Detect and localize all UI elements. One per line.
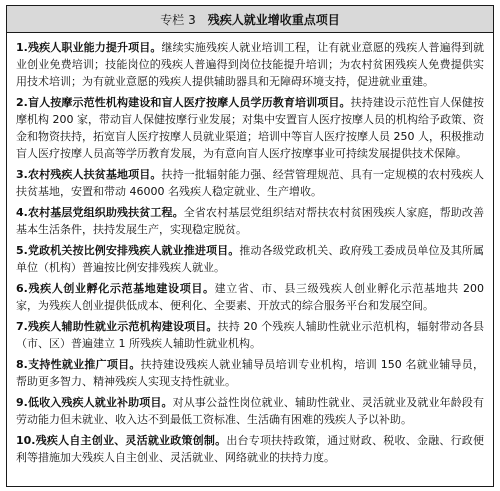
- item-number: 2.: [16, 96, 28, 109]
- item-text: 扶持 20 个残疾人辅助性就业示范机构，辐射带动各县（市、区）普遍建立 1 所残疾人辅助性就业机构。: [16, 320, 484, 350]
- item-number: 6.: [16, 282, 28, 295]
- item-number: 8.: [16, 358, 28, 371]
- item-text: 继续实施残疾人就业培训工程，让有就业意愿的残疾人普遍得到就业创业免费培训；技能岗位的残疾人普遍得到岗位技能提升培训；为农村贫困残疾人免费提供实用技术培训；为有就业意愿的残疾人提供辅助器具和无障碍环境支持，促进就业重建。: [16, 41, 485, 88]
- project-item: [16, 280, 484, 314]
- project-item: [16, 94, 484, 162]
- item-text: 扶持建设残疾人就业辅导员培训专业机构，培训 150 名就业辅导员，帮助更多智力、精神残疾人实现支持性就业。: [16, 358, 484, 388]
- item-number: 1.: [16, 41, 28, 54]
- item-title: 残疾人职业能力提升项目。: [27, 41, 162, 54]
- project-item: [16, 432, 484, 466]
- item-number: 3.: [16, 168, 28, 181]
- project-item: [16, 356, 484, 390]
- item-text: 扶持建设示范性盲人保健按摩机构 200 家，带动盲人保健按摩行业发展；对集中安置盲人医疗按摩人员的机构给予政策、资金和物资扶持，拓宽盲人医疗按摩人员就业渠道；培训中等盲人医疗按摩人员 250 人，积极推动盲人医疗按摩人员高等学历教育发展，为有意向盲人医疗按摩事业可持续发展提供技术保障。: [16, 96, 485, 160]
- item-text: 建立省、市、县三级残疾人创业孵化示范基地共 200 家，为残疾人创业提供低成本、便利化、全要素、开放式的综合服务平台和发展空间。: [16, 282, 484, 312]
- box-header: [7, 6, 493, 33]
- project-item: [16, 204, 484, 238]
- project-item: [16, 318, 484, 352]
- item-title: 农村基层党组织助残扶贫工程。: [27, 206, 184, 219]
- item-title: 残疾人辅助性就业示范机构建设项目。: [27, 320, 218, 333]
- item-title: 残疾人创业孵化示范基地建设项目。: [27, 282, 215, 295]
- box-title: 残疾人就业增收重点项目: [207, 12, 340, 27]
- project-item: [16, 242, 484, 276]
- item-title: 盲人按摩示范性机构建设和盲人医疗按摩人员学历教育培训项目。: [27, 96, 351, 109]
- item-number: 7.: [16, 320, 28, 333]
- item-text: 出台专项扶持政策，通过财政、税收、金融、行政便利等措施加大残疾人自主创业、灵活就业、网络就业的扶持力度。: [16, 434, 485, 464]
- item-text: 推动各级党政机关、政府残工委成员单位及其所属单位（机构）普遍按比例安排残疾人就业。: [16, 244, 484, 274]
- project-item: [16, 39, 484, 90]
- project-item: [16, 166, 484, 200]
- item-title: 党政机关按比例安排残疾人就业推进项目。: [27, 244, 240, 257]
- item-title: 低收入残疾人就业补助项目。: [27, 396, 173, 409]
- item-title: 残疾人自主创业、灵活就业政策创制。: [35, 434, 227, 447]
- item-number: 4.: [16, 206, 28, 219]
- item-number: 10.: [16, 434, 36, 447]
- item-title: 支持性就业推广项目。: [27, 358, 141, 371]
- box-label: 专栏 3: [160, 12, 196, 27]
- item-text: 对从事公益性岗位就业、辅助性就业、灵活就业及就业年龄段有劳动能力但未就业、收入达不到最低工资标准、生活确有困难的残疾人予以补助。: [16, 396, 485, 426]
- item-title: 农村残疾人扶贫基地项目。: [27, 168, 162, 181]
- sidebar-box: [6, 5, 494, 487]
- item-text: 全省农村基层党组织结对帮扶农村贫困残疾人家庭，帮助改善基本生活条件，扶持发展生产，实现稳定脱贫。: [16, 206, 485, 236]
- project-item: [16, 394, 484, 428]
- box-body: [7, 33, 493, 466]
- item-number: 5.: [16, 244, 28, 257]
- item-text: 扶持一批辐射能力强、经营管理规范、具有一定规模的农村残疾人扶贫基地，安置和带动 46000 名残疾人稳定就业、生产增收。: [16, 168, 485, 198]
- item-number: 9.: [16, 396, 28, 409]
